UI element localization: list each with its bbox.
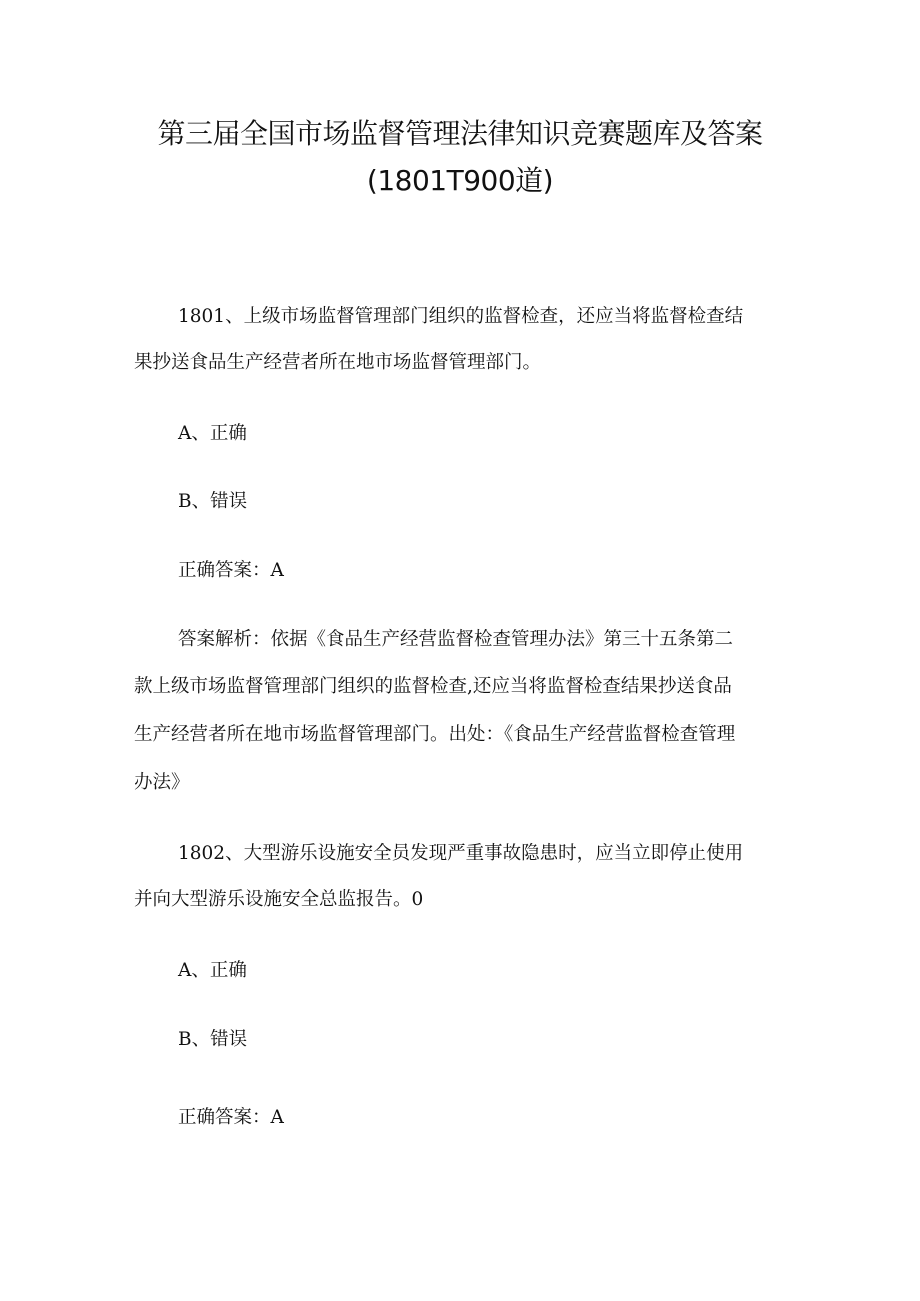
option-b: B、错误 <box>178 1029 248 1050</box>
question-text-line: 1802、大型游乐设施安全员发现严重事故隐患时，应当立即停止使用 <box>178 843 744 864</box>
option-a: A、正确 <box>178 960 247 981</box>
analysis-line: 生产经营者所在地市场监督管理部门。出处：《食品生产经营监督检查管理 <box>134 724 736 745</box>
question-text-line: 果抄送食品生产经营者所在地市场监督管理部门。 <box>134 352 542 373</box>
document-title-line-2: (1801T900道) <box>366 164 554 197</box>
option-a: A、正确 <box>178 423 247 444</box>
analysis-line: 答案解析：依据《食品生产经营监督检查管理办法》第三十五条第二 <box>178 629 734 650</box>
analysis-line: 款上级市场监督管理部门组织的监督检查,还应当将监督检查结果抄送食品 <box>134 676 732 697</box>
question-text-line: 并向大型游乐设施安全总监报告。0 <box>134 889 424 910</box>
correct-answer: 正确答案：A <box>178 1107 284 1128</box>
correct-answer: 正确答案：A <box>178 560 284 581</box>
document-title-line-1: 第三届全国市场监督管理法律知识竞赛题库及答案 <box>157 117 763 150</box>
question-text-line: 1801、上级市场监督管理部门组织的监督检查，还应当将监督检查结 <box>178 306 744 327</box>
option-b: B、错误 <box>178 491 248 512</box>
analysis-line: 办法》 <box>134 772 190 793</box>
